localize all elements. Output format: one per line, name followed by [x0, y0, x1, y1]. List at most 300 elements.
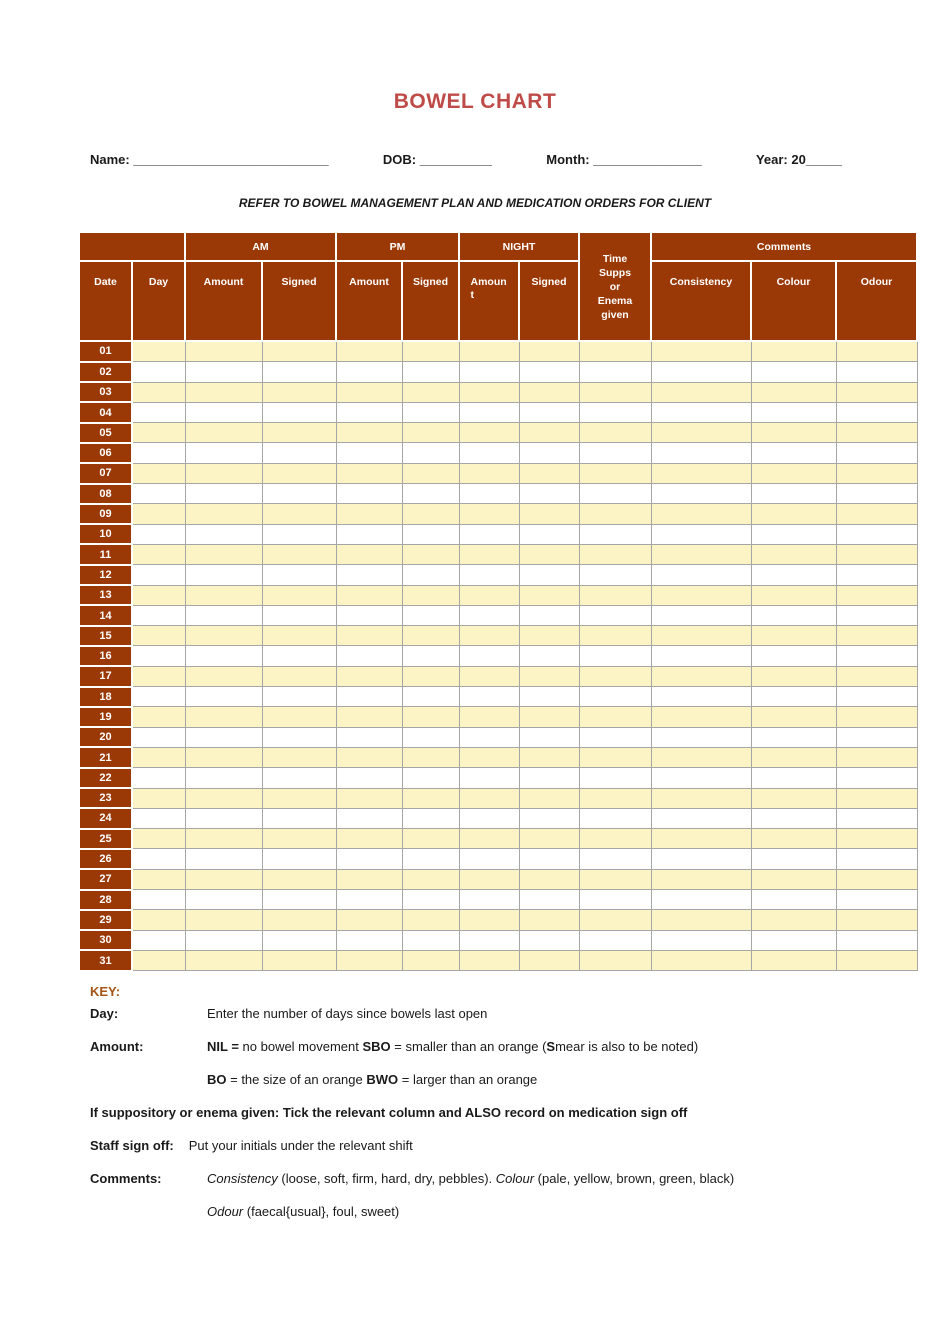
entry-cell [651, 747, 751, 767]
entry-cell [519, 829, 579, 849]
entry-cell [262, 950, 336, 970]
entry-cell [336, 402, 402, 422]
entry-cell [336, 930, 402, 950]
entry-cell [751, 849, 836, 869]
entry-cell [132, 565, 185, 585]
entry-cell [651, 646, 751, 666]
entry-cell [751, 646, 836, 666]
entry-cell [751, 788, 836, 808]
entry-cell [132, 626, 185, 646]
entry-cell [336, 849, 402, 869]
entry-cell [459, 585, 519, 605]
date-cell: 03 [79, 382, 132, 402]
entry-cell [262, 585, 336, 605]
entry-cell [185, 849, 262, 869]
table-row [79, 443, 917, 463]
date-cell: 22 [79, 768, 132, 788]
entry-cell [262, 626, 336, 646]
page-title: BOWEL CHART [393, 90, 557, 113]
entry-cell [336, 423, 402, 443]
date-cell: 20 [79, 727, 132, 747]
entry-cell [402, 585, 459, 605]
entry-cell [751, 463, 836, 483]
entry-cell [751, 524, 836, 544]
entry-cell [262, 544, 336, 564]
entry-cell [836, 585, 917, 605]
entry-cell [132, 362, 185, 382]
entry-cell [651, 402, 751, 422]
entry-cell [459, 646, 519, 666]
entry-cell [459, 544, 519, 564]
am-group-header: AM [185, 232, 336, 261]
pm-amount-header: Amount [336, 261, 402, 341]
entry-cell [519, 463, 579, 483]
entry-cell [402, 565, 459, 585]
date-column-header: Date [79, 261, 132, 341]
entry-cell [459, 484, 519, 504]
key-description: Put your initials under the relevant shift [188, 1138, 413, 1153]
entry-cell [402, 646, 459, 666]
entry-cell [402, 829, 459, 849]
entry-cell [651, 423, 751, 443]
key-description: BO = the size of an orange BWO = larger than an orange [207, 1072, 538, 1087]
entry-cell [336, 626, 402, 646]
entry-cell [836, 849, 917, 869]
entry-cell [651, 585, 751, 605]
entry-cell [651, 849, 751, 869]
entry-cell [132, 849, 185, 869]
key-description: Enter the number of days since bowels last open [207, 1006, 488, 1021]
entry-cell [651, 626, 751, 646]
entry-cell [579, 423, 651, 443]
entry-cell [751, 443, 836, 463]
entry-cell [185, 890, 262, 910]
entry-cell [651, 910, 751, 930]
bowel-chart-table [78, 231, 918, 972]
entry-cell [132, 727, 185, 747]
patient-fields-row [90, 152, 842, 167]
entry-cell [519, 585, 579, 605]
entry-cell [651, 950, 751, 970]
entry-cell [519, 402, 579, 422]
month-blank-line: _______________ [593, 152, 702, 167]
entry-cell [751, 585, 836, 605]
entry-cell [579, 707, 651, 727]
entry-cell [262, 910, 336, 930]
entry-cell [336, 808, 402, 828]
entry-cell [336, 484, 402, 504]
entry-cell [459, 687, 519, 707]
entry-cell [336, 829, 402, 849]
year-field [756, 152, 842, 167]
entry-cell [519, 605, 579, 625]
date-cell: 29 [79, 910, 132, 930]
key-line [90, 1037, 880, 1057]
entry-cell [751, 829, 836, 849]
table-row [79, 341, 917, 362]
entry-cell [132, 788, 185, 808]
entry-cell [185, 687, 262, 707]
entry-cell [579, 849, 651, 869]
entry-cell [132, 768, 185, 788]
entry-cell [836, 646, 917, 666]
date-cell: 09 [79, 504, 132, 524]
entry-cell [836, 666, 917, 686]
entry-cell [751, 687, 836, 707]
entry-cell [836, 402, 917, 422]
entry-cell [751, 382, 836, 402]
comments-group-header: Comments [651, 232, 917, 261]
entry-cell [459, 402, 519, 422]
entry-cell [751, 890, 836, 910]
table-row [79, 666, 917, 686]
entry-cell [519, 544, 579, 564]
entry-cell [132, 747, 185, 767]
entry-cell [751, 423, 836, 443]
entry-cell [402, 443, 459, 463]
table-row [79, 890, 917, 910]
entry-cell [459, 910, 519, 930]
entry-cell [185, 910, 262, 930]
entry-cell [336, 585, 402, 605]
key-line [90, 1070, 880, 1090]
table-row [79, 585, 917, 605]
entry-cell [132, 524, 185, 544]
entry-cell [579, 727, 651, 747]
entry-cell [459, 423, 519, 443]
entry-cell [402, 423, 459, 443]
entry-cell [459, 524, 519, 544]
date-cell: 23 [79, 788, 132, 808]
entry-cell [579, 443, 651, 463]
entry-cell [519, 565, 579, 585]
entry-cell [751, 504, 836, 524]
entry-cell [185, 646, 262, 666]
date-cell: 17 [79, 666, 132, 686]
entry-cell [751, 727, 836, 747]
table-row [79, 869, 917, 889]
pm-group-header: PM [336, 232, 459, 261]
dob-field [383, 152, 492, 167]
entry-cell [579, 788, 651, 808]
entry-cell [336, 747, 402, 767]
entry-cell [459, 605, 519, 625]
entry-cell [185, 829, 262, 849]
entry-cell [836, 362, 917, 382]
entry-cell [185, 423, 262, 443]
entry-cell [579, 626, 651, 646]
entry-cell [185, 808, 262, 828]
entry-cell [751, 930, 836, 950]
entry-cell [751, 484, 836, 504]
entry-cell [651, 869, 751, 889]
entry-cell [459, 890, 519, 910]
entry-cell [132, 504, 185, 524]
entry-cell [751, 869, 836, 889]
entry-cell [132, 808, 185, 828]
entry-cell [579, 950, 651, 970]
entry-cell [336, 524, 402, 544]
entry-cell [132, 463, 185, 483]
entry-cell [751, 341, 836, 362]
entry-cell [836, 463, 917, 483]
entry-cell [579, 362, 651, 382]
entry-cell [402, 382, 459, 402]
entry-cell [185, 585, 262, 605]
entry-cell [262, 443, 336, 463]
key-lines [90, 1004, 880, 1222]
date-cell: 26 [79, 849, 132, 869]
entry-cell [262, 463, 336, 483]
entry-cell [262, 605, 336, 625]
entry-cell [402, 849, 459, 869]
entry-cell [132, 707, 185, 727]
entry-cell [262, 727, 336, 747]
entry-cell [402, 544, 459, 564]
entry-cell [519, 727, 579, 747]
date-cell: 15 [79, 626, 132, 646]
date-cell: 04 [79, 402, 132, 422]
entry-cell [651, 890, 751, 910]
entry-cell [185, 341, 262, 362]
entry-cell [579, 666, 651, 686]
entry-cell [336, 605, 402, 625]
date-cell: 16 [79, 646, 132, 666]
entry-cell [132, 869, 185, 889]
table-row [79, 808, 917, 828]
entry-cell [836, 544, 917, 564]
entry-cell [185, 727, 262, 747]
key-term [90, 1070, 207, 1090]
table-row [79, 565, 917, 585]
month-field [546, 152, 701, 167]
entry-cell [519, 362, 579, 382]
am-amount-header: Amount [185, 261, 262, 341]
entry-cell [132, 605, 185, 625]
date-cell: 08 [79, 484, 132, 504]
entry-cell [185, 443, 262, 463]
entry-cell [132, 341, 185, 362]
entry-cell [836, 869, 917, 889]
entry-cell [262, 341, 336, 362]
entry-cell [651, 443, 751, 463]
entry-cell [262, 930, 336, 950]
table-row [79, 484, 917, 504]
table-row [79, 768, 917, 788]
entry-cell [402, 950, 459, 970]
date-cell: 25 [79, 829, 132, 849]
entry-cell [519, 687, 579, 707]
table-row [79, 788, 917, 808]
entry-cell [836, 605, 917, 625]
entry-cell [579, 910, 651, 930]
entry-cell [402, 727, 459, 747]
entry-cell [132, 423, 185, 443]
table-row [79, 930, 917, 950]
column-header-row [79, 261, 917, 341]
entry-cell [751, 565, 836, 585]
entry-cell [519, 504, 579, 524]
entry-cell [402, 626, 459, 646]
entry-cell [651, 727, 751, 747]
entry-cell [459, 869, 519, 889]
odour-column-header: Odour [836, 261, 917, 341]
entry-cell [402, 605, 459, 625]
entry-cell [519, 341, 579, 362]
entry-cell [651, 707, 751, 727]
entry-cell [336, 646, 402, 666]
entry-cell [132, 402, 185, 422]
entry-cell [262, 788, 336, 808]
key-line [90, 1004, 880, 1024]
entry-cell [651, 768, 751, 788]
consistency-column-header: Consistency [651, 261, 751, 341]
entry-cell [402, 707, 459, 727]
entry-cell [132, 950, 185, 970]
table-row [79, 727, 917, 747]
entry-cell [336, 910, 402, 930]
entry-cell [519, 524, 579, 544]
entry-cell [336, 768, 402, 788]
entry-cell [336, 443, 402, 463]
entry-cell [751, 768, 836, 788]
entry-cell [836, 524, 917, 544]
table-row [79, 423, 917, 443]
entry-cell [262, 382, 336, 402]
entry-cell [402, 747, 459, 767]
entry-cell [836, 950, 917, 970]
entry-cell [519, 423, 579, 443]
entry-cell [336, 869, 402, 889]
entry-cell [751, 402, 836, 422]
dob-label: DOB: [382, 152, 417, 167]
entry-cell [751, 605, 836, 625]
entry-cell [579, 463, 651, 483]
entry-cell [519, 747, 579, 767]
entry-cell [579, 646, 651, 666]
entry-cell [336, 463, 402, 483]
table-row [79, 626, 917, 646]
key-term: Amount: [90, 1039, 144, 1054]
entry-cell [579, 829, 651, 849]
entry-cell [185, 626, 262, 646]
key-description: Consistency (loose, soft, firm, hard, dry, pebbles). Colour (pale, yellow, brown, green, black) [207, 1171, 735, 1186]
entry-cell [132, 484, 185, 504]
entry-cell [336, 382, 402, 402]
entry-cell [336, 687, 402, 707]
date-cell: 27 [79, 869, 132, 889]
entry-cell [579, 768, 651, 788]
entry-cell [836, 890, 917, 910]
entry-cell [132, 544, 185, 564]
entry-cell [185, 382, 262, 402]
entry-cell [262, 849, 336, 869]
entry-cell [519, 849, 579, 869]
entry-cell [132, 829, 185, 849]
entry-cell [836, 341, 917, 362]
entry-cell [459, 362, 519, 382]
entry-cell [459, 747, 519, 767]
entry-cell [185, 504, 262, 524]
entry-cell [262, 524, 336, 544]
entry-cell [519, 910, 579, 930]
year-blank-line: _____ [805, 152, 842, 167]
entry-cell [651, 930, 751, 950]
table-row [79, 646, 917, 666]
entry-cell [459, 565, 519, 585]
entry-cell [402, 362, 459, 382]
entry-cell [185, 605, 262, 625]
name-label: Name: [90, 152, 130, 167]
entry-cell [185, 747, 262, 767]
entry-cell [185, 524, 262, 544]
entry-cell [262, 362, 336, 382]
entry-cell [836, 768, 917, 788]
date-cell: 13 [79, 585, 132, 605]
date-cell: 19 [79, 707, 132, 727]
entry-cell [651, 544, 751, 564]
key-heading: KEY: [90, 984, 121, 999]
entry-cell [185, 362, 262, 382]
entry-cell [651, 382, 751, 402]
entry-cell [519, 382, 579, 402]
entry-cell [336, 504, 402, 524]
entry-cell [402, 890, 459, 910]
key-section [90, 982, 880, 1235]
night-signed-header: Signed [519, 261, 579, 341]
key-line [90, 1103, 880, 1123]
entry-cell [651, 788, 751, 808]
entry-cell [579, 890, 651, 910]
entry-cell [579, 747, 651, 767]
entry-cell [185, 544, 262, 564]
date-cell: 11 [79, 544, 132, 564]
entry-cell [836, 829, 917, 849]
entry-cell [519, 768, 579, 788]
entry-cell [402, 504, 459, 524]
entry-cell [519, 950, 579, 970]
entry-cell [262, 646, 336, 666]
date-cell: 21 [79, 747, 132, 767]
entry-cell [459, 382, 519, 402]
name-field [90, 152, 329, 167]
entry-cell [185, 402, 262, 422]
date-cell: 24 [79, 808, 132, 828]
entry-cell [459, 727, 519, 747]
entry-cell [519, 808, 579, 828]
month-label: Month: [546, 152, 590, 167]
entry-cell [579, 402, 651, 422]
year-label: Year: 20 [755, 152, 806, 167]
entry-cell [262, 504, 336, 524]
entry-cell [402, 341, 459, 362]
entry-cell [185, 788, 262, 808]
entry-cell [459, 829, 519, 849]
entry-cell [579, 687, 651, 707]
entry-cell [402, 402, 459, 422]
night-group-header: NIGHT [459, 232, 579, 261]
entry-cell [751, 747, 836, 767]
entry-cell [836, 423, 917, 443]
entry-cell [132, 890, 185, 910]
entry-cell [836, 788, 917, 808]
entry-cell [836, 443, 917, 463]
night-amount-header: Amount [459, 261, 519, 341]
entry-cell [579, 484, 651, 504]
key-description: Odour (faecal{usual}, foul, sweet) [207, 1204, 400, 1219]
entry-cell [402, 687, 459, 707]
key-term: Comments: [90, 1171, 162, 1186]
